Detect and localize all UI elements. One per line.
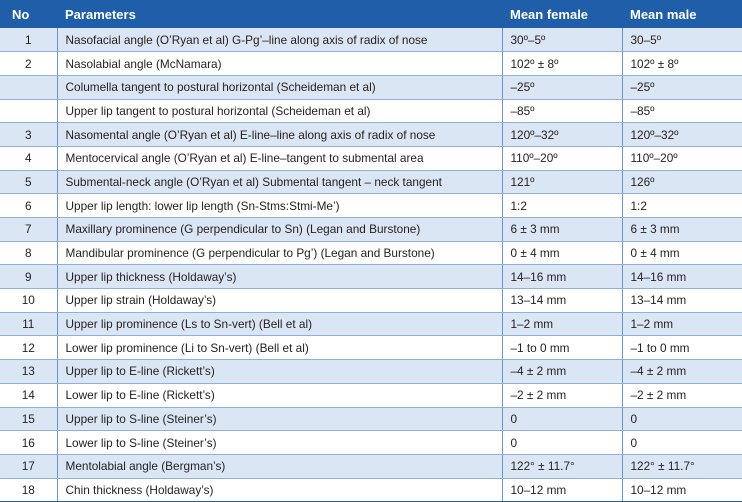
cell-mean-male: –4 ± 2 mm <box>622 360 742 384</box>
cell-parameter: Upper lip thickness (Holdaway’s) <box>57 265 502 289</box>
cell-mean-male: 102º ± 8º <box>622 52 742 76</box>
cell-mean-male: 0 <box>622 407 742 431</box>
cell-mean-male: –1 to 0 mm <box>622 336 742 360</box>
cell-parameter: Chin thickness (Holdaway’s) <box>57 478 502 502</box>
table-row <box>0 170 742 194</box>
cell-no: 3 <box>0 123 57 147</box>
table-row <box>0 241 742 265</box>
cell-parameter: Nasolabial angle (McNamara) <box>57 52 502 76</box>
cell-no: 6 <box>0 194 57 218</box>
cell-no <box>0 99 57 123</box>
cell-mean-female: 1:2 <box>502 194 622 218</box>
cell-parameter: Nasofacial angle (O’Ryan et al) G-Pg’–line along axis of radix of nose <box>57 28 502 52</box>
cell-mean-male: –85º <box>622 99 742 123</box>
cell-no: 16 <box>0 431 57 455</box>
cell-mean-male: 110º–20º <box>622 146 742 170</box>
cell-parameter: Lower lip to S-line (Steiner’s) <box>57 431 502 455</box>
cell-mean-male: 0 <box>622 431 742 455</box>
cell-mean-male: 6 ± 3 mm <box>622 218 742 242</box>
cell-no: 9 <box>0 265 57 289</box>
cell-mean-female: 122° ± 11.7° <box>502 454 622 478</box>
table-header <box>0 0 742 28</box>
cell-parameter: Mentolabial angle (Bergman’s) <box>57 454 502 478</box>
cell-mean-female: –4 ± 2 mm <box>502 360 622 384</box>
cell-no: 11 <box>0 312 57 336</box>
cell-no: 8 <box>0 241 57 265</box>
cell-no: 7 <box>0 218 57 242</box>
cell-mean-female: 110º–20º <box>502 146 622 170</box>
cell-no: 10 <box>0 289 57 313</box>
cell-mean-male: 13–14 mm <box>622 289 742 313</box>
cell-no: 12 <box>0 336 57 360</box>
cell-no: 14 <box>0 383 57 407</box>
cell-mean-male: 30–5º <box>622 28 742 52</box>
table-row <box>0 146 742 170</box>
cell-mean-female: –2 ± 2 mm <box>502 383 622 407</box>
table-row <box>0 336 742 360</box>
cell-mean-female: 102º ± 8º <box>502 52 622 76</box>
cell-mean-female: 14–16 mm <box>502 265 622 289</box>
cell-mean-male: 126º <box>622 170 742 194</box>
table-row <box>0 194 742 218</box>
cell-mean-female: 6 ± 3 mm <box>502 218 622 242</box>
table-row <box>0 383 742 407</box>
table-row <box>0 99 742 123</box>
cell-mean-female: –85º <box>502 99 622 123</box>
header-no: No <box>0 0 57 28</box>
cell-parameter: Upper lip strain (Holdaway’s) <box>57 289 502 313</box>
cell-no: 5 <box>0 170 57 194</box>
cell-mean-male: 1:2 <box>622 194 742 218</box>
cell-parameter: Upper lip tangent to postural horizontal (Scheideman et al) <box>57 99 502 123</box>
cell-mean-female: 10–12 mm <box>502 478 622 502</box>
cell-parameter: Upper lip to S-line (Steiner’s) <box>57 407 502 431</box>
table-row <box>0 454 742 478</box>
header-row <box>0 0 742 28</box>
table-row <box>0 265 742 289</box>
cell-mean-female: 0 <box>502 407 622 431</box>
cell-no: 1 <box>0 28 57 52</box>
cell-mean-female: 13–14 mm <box>502 289 622 313</box>
cell-no: 4 <box>0 146 57 170</box>
header-mean-male: Mean male <box>622 0 742 28</box>
cell-parameter: Lower lip prominence (Li to Sn-vert) (Bell et al) <box>57 336 502 360</box>
cell-mean-female: 1–2 mm <box>502 312 622 336</box>
cell-mean-female: 120º–32º <box>502 123 622 147</box>
table-row <box>0 312 742 336</box>
table-row <box>0 28 742 52</box>
cell-mean-male: 0 ± 4 mm <box>622 241 742 265</box>
cell-mean-male: 122° ± 11.7° <box>622 454 742 478</box>
cell-mean-male: 1–2 mm <box>622 312 742 336</box>
table-row <box>0 289 742 313</box>
cell-no: 13 <box>0 360 57 384</box>
cell-mean-female: 0 <box>502 431 622 455</box>
table-row <box>0 360 742 384</box>
header-parameters: Parameters <box>57 0 502 28</box>
cell-mean-female: 0 ± 4 mm <box>502 241 622 265</box>
table-row <box>0 123 742 147</box>
header-mean-female: Mean female <box>502 0 622 28</box>
cell-no: 15 <box>0 407 57 431</box>
table-row <box>0 478 742 502</box>
cell-no: 17 <box>0 454 57 478</box>
cell-parameter: Nasomental angle (O’Ryan et al) E-line–line along axis of radix of nose <box>57 123 502 147</box>
cell-mean-male: –2 ± 2 mm <box>622 383 742 407</box>
table-row <box>0 75 742 99</box>
cell-parameter: Submental-neck angle (O’Ryan et al) Submental tangent – neck tangent <box>57 170 502 194</box>
table-row <box>0 431 742 455</box>
cell-parameter: Mandibular prominence (G perpendicular to Pg’) (Legan and Burstone) <box>57 241 502 265</box>
cell-parameter: Maxillary prominence (G perpendicular to Sn) (Legan and Burstone) <box>57 218 502 242</box>
cell-parameter: Upper lip to E-line (Rickett’s) <box>57 360 502 384</box>
cell-parameter: Columella tangent to postural horizontal (Scheideman et al) <box>57 75 502 99</box>
cell-parameter: Upper lip length: lower lip length (Sn-Stms:Stmi-Me’) <box>57 194 502 218</box>
cell-mean-female: 121º <box>502 170 622 194</box>
cell-parameter: Upper lip prominence (Ls to Sn-vert) (Bell et al) <box>57 312 502 336</box>
cell-mean-female: 30º–5º <box>502 28 622 52</box>
table-row <box>0 52 742 76</box>
table-row <box>0 407 742 431</box>
cell-mean-male: 10–12 mm <box>622 478 742 502</box>
cell-mean-female: –1 to 0 mm <box>502 336 622 360</box>
table-row <box>0 218 742 242</box>
cell-parameter: Lower lip to E-line (Rickett’s) <box>57 383 502 407</box>
table-body <box>0 28 742 502</box>
cell-mean-male: 120º–32º <box>622 123 742 147</box>
cell-no <box>0 75 57 99</box>
cell-parameter: Mentocervical angle (O’Ryan et al) E-line–tangent to submental area <box>57 146 502 170</box>
cell-no: 18 <box>0 478 57 502</box>
cell-no: 2 <box>0 52 57 76</box>
cell-mean-male: 14–16 mm <box>622 265 742 289</box>
cell-mean-male: –25º <box>622 75 742 99</box>
cell-mean-female: –25º <box>502 75 622 99</box>
